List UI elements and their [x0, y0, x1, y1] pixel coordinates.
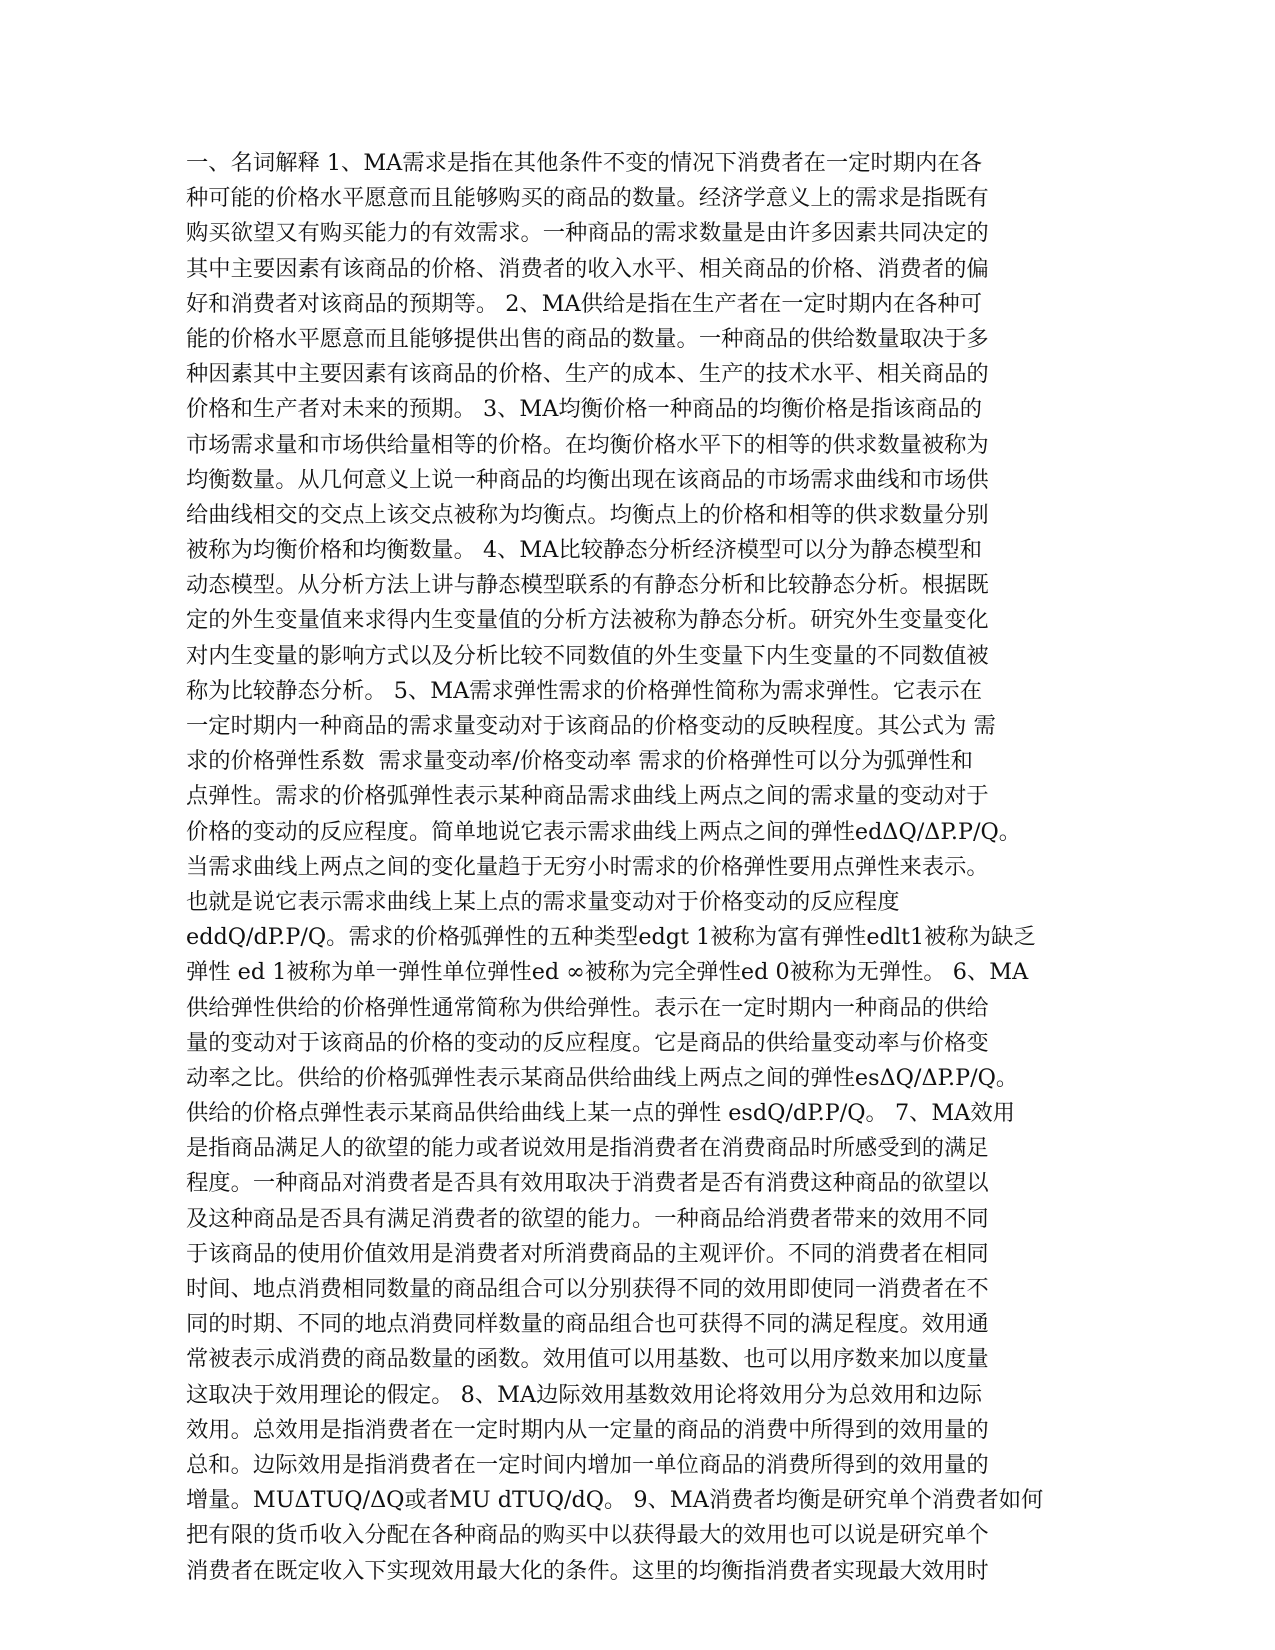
text-line: 称为比较静态分析。 5、MA需求弹性需求的价格弹性简称为需求弹性。它表示在	[186, 677, 983, 704]
text-line: 一、名词解释 1、MA需求是指在其他条件不变的情况下消费者在一定时期内在各	[186, 150, 983, 176]
text-line: 当需求曲线上两点之间的变化量趋于无穷小时需求的价格弹性要用点弹性来表示。	[186, 853, 989, 880]
text-line: 对内生变量的影响方式以及分析比较不同数值的外生变量下内生变量的不同数值被	[186, 642, 989, 669]
text-line: 效用。总效用是指消费者在一定时期内从一定量的商品的消费中所得到的效用量的	[186, 1416, 989, 1443]
text-line: 动率之比。供给的价格弧弹性表示某商品供给曲线上两点之间的弹性esΔQ/ΔP.P/Q。	[186, 1064, 1019, 1091]
text-line: 购买欲望又有购买能力的有效需求。一种商品的需求数量是由许多因素共同决定的	[186, 220, 989, 247]
text-line: 市场需求量和市场供给量相等的价格。在均衡价格水平下的相等的供求数量被称为	[186, 431, 989, 458]
text-line: 种可能的价格水平愿意而且能够购买的商品的数量。经济学意义上的需求是指既有	[186, 185, 989, 212]
text-line: 同的时期、不同的地点消费同样数量的商品组合也可获得不同的满足程度。效用通	[186, 1311, 989, 1338]
text-line: 增量。MUΔTUQ/ΔQ或者MU dTUQ/dQ。 9、MA消费者均衡是研究单个消费者如何	[186, 1487, 1044, 1514]
text-line: 量的变动对于该商品的价格的变动的反应程度。它是商品的供给量变动率与价格变	[186, 1029, 989, 1056]
text-line: 被称为均衡价格和均衡数量。 4、MA比较静态分析经济模型可以分为静态模型和	[186, 537, 983, 564]
text-line: 点弹性。需求的价格弧弹性表示某种商品需求曲线上两点之间的需求量的变动对于	[186, 783, 989, 810]
text-line: 价格和生产者对未来的预期。 3、MA均衡价格一种商品的均衡价格是指该商品的	[186, 396, 983, 423]
text-line: 其中主要因素有该商品的价格、消费者的收入水平、相关商品的价格、消费者的偏	[186, 255, 989, 282]
text-line: 价格的变动的反应程度。简单地说它表示需求曲线上两点之间的弹性edΔQ/ΔP.P/Q。	[186, 818, 1022, 845]
text-line: 时间、地点消费相同数量的商品组合可以分别获得不同的效用即使同一消费者在不	[186, 1276, 989, 1302]
text-line: 好和消费者对该商品的预期等。 2、MA供给是指在生产者在一定时期内在各种可	[186, 290, 983, 317]
text-line: 均衡数量。从几何意义上说一种商品的均衡出现在该商品的市场需求曲线和市场供	[186, 466, 989, 493]
text-line: 也就是说它表示需求曲线上某上点的需求量变动对于价格变动的反应程度	[186, 888, 900, 915]
text-line: 把有限的货币收入分配在各种商品的购买中以获得最大的效用也可以说是研究单个	[186, 1522, 989, 1549]
text-line: 总和。边际效用是指消费者在一定时间内增加一单位商品的消费所得到的效用量的	[186, 1451, 989, 1478]
text-line: 是指商品满足人的欲望的能力或者说效用是指消费者在消费商品时所感受到的满足	[186, 1135, 989, 1162]
text-line: 给曲线相交的交点上该交点被称为均衡点。均衡点上的价格和相等的供求数量分别	[186, 501, 989, 528]
text-line: 动态模型。从分析方法上讲与静态模型联系的有静态分析和比较静态分析。根据既	[186, 572, 989, 599]
text-line: 消费者在既定收入下实现效用最大化的条件。这里的均衡指消费者实现最大效用时	[186, 1557, 989, 1584]
text-line: 于该商品的使用价值效用是消费者对所消费商品的主观评价。不同的消费者在相同	[186, 1240, 989, 1267]
text-line: 求的价格弹性系数 需求量变动率/价格变动率 需求的价格弹性可以分为弧弹性和	[186, 748, 973, 775]
text-line: eddQ/dP.P/Q。需求的价格弧弹性的五种类型edgt 1被称为富有弹性edlt1被称为缺乏	[186, 924, 1036, 951]
text-line: 程度。一种商品对消费者是否具有效用取决于消费者是否有消费这种商品的欲望以	[186, 1170, 989, 1197]
text-line: 这取决于效用理论的假定。 8、MA边际效用基数效用论将效用分为总效用和边际	[186, 1381, 983, 1408]
text-line: 弹性 ed 1被称为单一弹性单位弹性ed ∞被称为完全弹性ed 0被称为无弹性。 6、MA	[186, 959, 1029, 986]
text-line: 能的价格水平愿意而且能够提供出售的商品的数量。一种商品的供给数量取决于多	[186, 325, 989, 352]
text-line: 供给弹性供给的价格弹性通常简称为供给弹性。表示在一定时期内一种商品的供给	[186, 994, 989, 1021]
text-line: 一定时期内一种商品的需求量变动对于该商品的价格变动的反映程度。其公式为 需	[186, 713, 996, 739]
text-line: 及这种商品是否具有满足消费者的欲望的能力。一种商品给消费者带来的效用不同	[186, 1205, 989, 1232]
text-line: 定的外生变量值来求得内生变量值的分析方法被称为静态分析。研究外生变量变化	[186, 607, 989, 634]
text-line: 种因素其中主要因素有该商品的价格、生产的成本、生产的技术水平、相关商品的	[186, 361, 989, 388]
text-line: 常被表示成消费的商品数量的函数。效用值可以用基数、也可以用序数来加以度量	[186, 1346, 989, 1373]
text-line: 供给的价格点弹性表示某商品供给曲线上某一点的弹性 esdQ/dP.P/Q。 7、MA效用	[186, 1100, 1015, 1127]
body-text	[186, 146, 1086, 1589]
